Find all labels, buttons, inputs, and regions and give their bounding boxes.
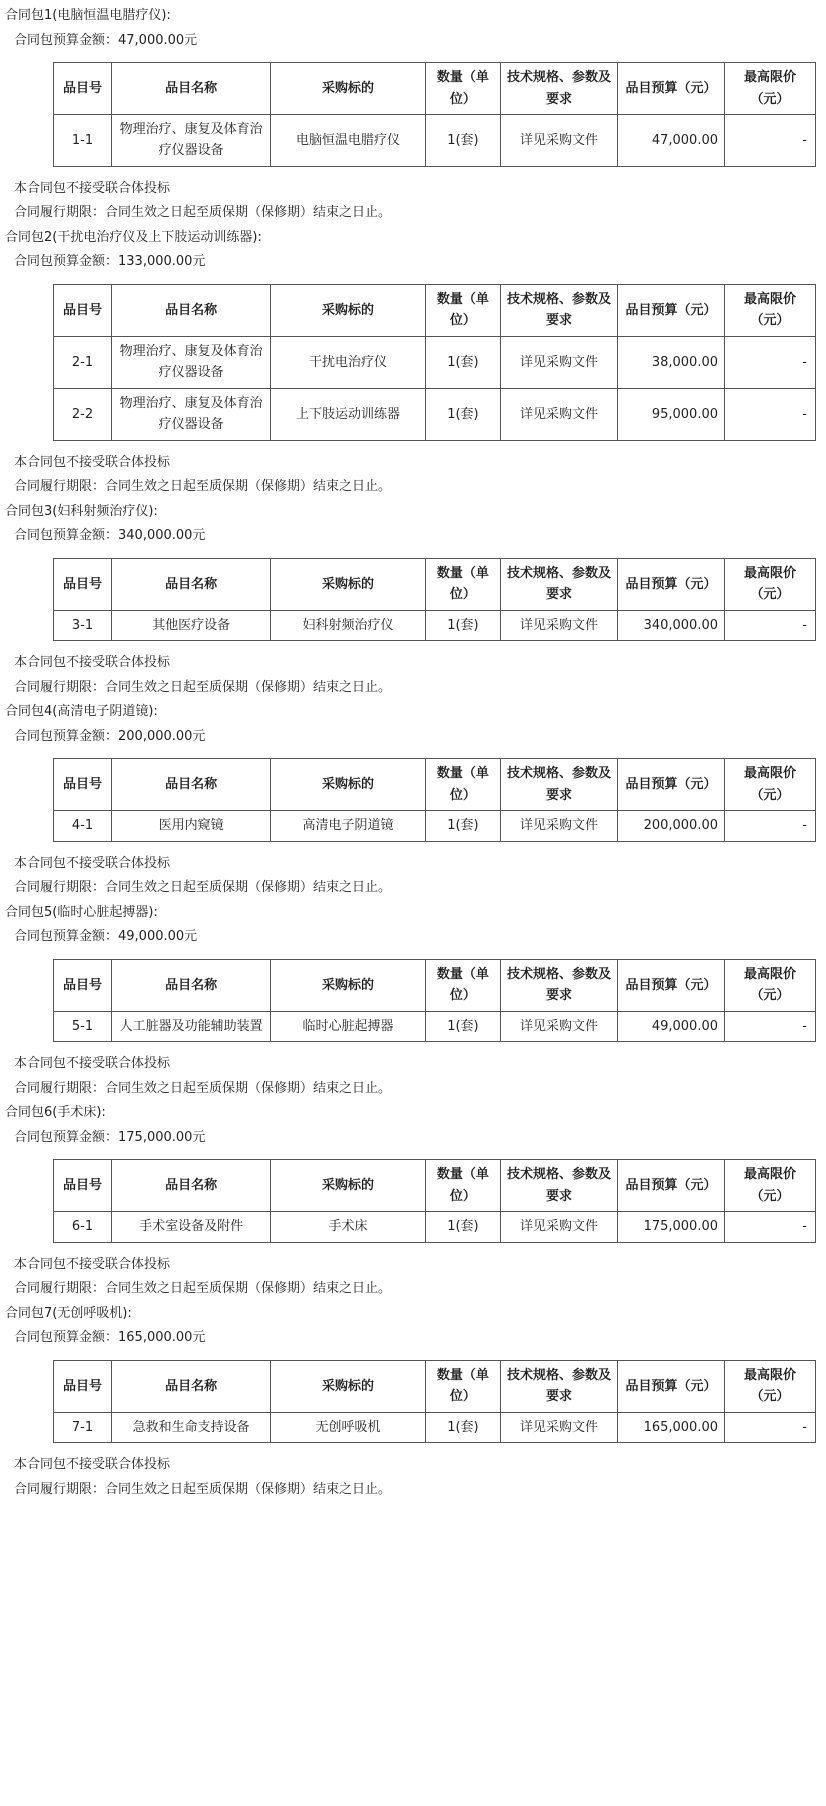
table-row	[54, 1412, 816, 1442]
cell-budget: 95,000.00	[618, 388, 725, 440]
cell-item-no: 4-1	[54, 811, 112, 841]
header-budget: 品目预算（元）	[618, 1360, 725, 1412]
header-budget: 品目预算（元）	[618, 959, 725, 1011]
table-row	[54, 114, 816, 166]
cell-max-price: -	[725, 1011, 816, 1041]
header-spec: 技术规格、参数及要求	[500, 63, 617, 115]
joint-bid-note: 本合同包不接受联合体投标	[14, 655, 171, 671]
header-procurement-target: 采购标的	[271, 558, 426, 610]
cell-item-name: 物理治疗、康复及体育治疗仪器设备	[112, 114, 271, 166]
cell-budget: 165,000.00	[618, 1412, 725, 1442]
cell-quantity: 1(套)	[425, 1412, 500, 1442]
items-table	[53, 62, 816, 167]
cell-max-price: -	[725, 1212, 816, 1242]
cell-budget: 38,000.00	[618, 336, 725, 388]
package-budget: 合同包预算金额：47,000.00元	[14, 32, 198, 48]
cell-quantity: 1(套)	[425, 336, 500, 388]
table-header-row	[54, 63, 816, 115]
header-spec: 技术规格、参数及要求	[500, 1160, 617, 1212]
package-title: 合同包7(无创呼吸机):	[5, 1305, 132, 1321]
header-budget: 品目预算（元）	[618, 759, 725, 811]
header-max-price: 最高限价（元）	[725, 759, 816, 811]
performance-period-note: 合同履行期限：合同生效之日起至质保期（保修期）结束之日止。	[14, 479, 392, 495]
header-item-no: 品目号	[54, 1160, 112, 1212]
cell-budget: 175,000.00	[618, 1212, 725, 1242]
header-spec: 技术规格、参数及要求	[500, 558, 617, 610]
cell-budget: 49,000.00	[618, 1011, 725, 1041]
header-quantity: 数量（单位）	[425, 558, 500, 610]
cell-item-name: 人工脏器及功能辅助装置	[112, 1011, 271, 1041]
header-spec: 技术规格、参数及要求	[500, 759, 617, 811]
header-item-name: 品目名称	[112, 959, 271, 1011]
table-row	[54, 1212, 816, 1242]
cell-item-no: 7-1	[54, 1412, 112, 1442]
package-title: 合同包1(电脑恒温电腊疗仪):	[5, 8, 171, 23]
joint-bid-note: 本合同包不接受联合体投标	[14, 1256, 171, 1272]
items-table	[53, 1360, 816, 1443]
header-item-name: 品目名称	[112, 63, 271, 115]
cell-max-price: -	[725, 388, 816, 440]
header-item-no: 品目号	[54, 1360, 112, 1412]
header-max-price: 最高限价（元）	[725, 1360, 816, 1412]
header-item-name: 品目名称	[112, 558, 271, 610]
cell-item-name: 手术室设备及附件	[112, 1212, 271, 1242]
header-budget: 品目预算（元）	[618, 1160, 725, 1212]
header-max-price: 最高限价（元）	[725, 558, 816, 610]
cell-procurement-target: 无创呼吸机	[271, 1412, 426, 1442]
cell-budget: 200,000.00	[618, 811, 725, 841]
cell-max-price: -	[725, 610, 816, 640]
contract-package	[0, 904, 826, 1098]
header-item-no: 品目号	[54, 558, 112, 610]
header-max-price: 最高限价（元）	[725, 285, 816, 337]
header-spec: 技术规格、参数及要求	[500, 285, 617, 337]
joint-bid-note: 本合同包不接受联合体投标	[14, 1457, 171, 1473]
header-procurement-target: 采购标的	[271, 63, 426, 115]
header-item-no: 品目号	[54, 959, 112, 1011]
items-table	[53, 758, 816, 841]
items-table	[53, 959, 816, 1042]
package-budget: 合同包预算金额：133,000.00元	[14, 254, 206, 270]
header-quantity: 数量（单位）	[425, 1160, 500, 1212]
table-header-row	[54, 1160, 816, 1212]
cell-item-name: 其他医疗设备	[112, 610, 271, 640]
header-procurement-target: 采购标的	[271, 1360, 426, 1412]
cell-spec: 详见采购文件	[500, 1011, 617, 1041]
contract-package	[0, 229, 826, 496]
header-quantity: 数量（单位）	[425, 1360, 500, 1412]
joint-bid-note: 本合同包不接受联合体投标	[14, 1056, 171, 1072]
header-procurement-target: 采购标的	[271, 1160, 426, 1212]
header-item-name: 品目名称	[112, 1360, 271, 1412]
cell-quantity: 1(套)	[425, 610, 500, 640]
cell-budget: 47,000.00	[618, 114, 725, 166]
joint-bid-note: 本合同包不接受联合体投标	[14, 180, 171, 196]
cell-item-name: 急救和生命支持设备	[112, 1412, 271, 1442]
cell-spec: 详见采购文件	[500, 1212, 617, 1242]
header-procurement-target: 采购标的	[271, 759, 426, 811]
header-spec: 技术规格、参数及要求	[500, 959, 617, 1011]
cell-spec: 详见采购文件	[500, 811, 617, 841]
performance-period-note: 合同履行期限：合同生效之日起至质保期（保修期）结束之日止。	[14, 1281, 392, 1297]
header-spec: 技术规格、参数及要求	[500, 1360, 617, 1412]
header-item-no: 品目号	[54, 63, 112, 115]
header-quantity: 数量（单位）	[425, 959, 500, 1011]
package-budget: 合同包预算金额：340,000.00元	[14, 528, 206, 544]
package-budget: 合同包预算金额：175,000.00元	[14, 1129, 206, 1145]
header-quantity: 数量（单位）	[425, 285, 500, 337]
items-table	[53, 284, 816, 441]
package-budget: 合同包预算金额：165,000.00元	[14, 1330, 206, 1346]
cell-budget: 340,000.00	[618, 610, 725, 640]
cell-item-no: 2-1	[54, 336, 112, 388]
table-header-row	[54, 1360, 816, 1412]
cell-spec: 详见采购文件	[500, 388, 617, 440]
package-budget: 合同包预算金额：200,000.00元	[14, 728, 206, 744]
cell-max-price: -	[725, 1412, 816, 1442]
cell-quantity: 1(套)	[425, 1212, 500, 1242]
table-row	[54, 388, 816, 440]
table-header-row	[54, 759, 816, 811]
contract-package	[0, 503, 826, 697]
cell-spec: 详见采购文件	[500, 1412, 617, 1442]
table-row	[54, 336, 816, 388]
table-row	[54, 1011, 816, 1041]
items-table	[53, 1159, 816, 1242]
cell-procurement-target: 手术床	[271, 1212, 426, 1242]
cell-max-price: -	[725, 336, 816, 388]
table-row	[54, 610, 816, 640]
header-item-name: 品目名称	[112, 759, 271, 811]
header-item-no: 品目号	[54, 285, 112, 337]
cell-item-no: 6-1	[54, 1212, 112, 1242]
cell-item-no: 2-2	[54, 388, 112, 440]
package-title: 合同包2(干扰电治疗仪及上下肢运动训练器):	[5, 229, 262, 245]
cell-procurement-target: 高清电子阴道镜	[271, 811, 426, 841]
items-table	[53, 558, 816, 641]
performance-period-note: 合同履行期限：合同生效之日起至质保期（保修期）结束之日止。	[14, 880, 392, 896]
package-title: 合同包5(临时心脏起搏器):	[5, 904, 158, 920]
cell-item-no: 5-1	[54, 1011, 112, 1041]
header-budget: 品目预算（元）	[618, 558, 725, 610]
performance-period-note: 合同履行期限：合同生效之日起至质保期（保修期）结束之日止。	[14, 679, 392, 695]
package-budget: 合同包预算金额：49,000.00元	[14, 929, 198, 945]
package-title: 合同包6(手术床):	[5, 1105, 106, 1121]
cell-spec: 详见采购文件	[500, 114, 617, 166]
header-quantity: 数量（单位）	[425, 759, 500, 811]
header-item-name: 品目名称	[112, 1160, 271, 1212]
cell-quantity: 1(套)	[425, 1011, 500, 1041]
cell-spec: 详见采购文件	[500, 336, 617, 388]
joint-bid-note: 本合同包不接受联合体投标	[14, 454, 171, 470]
joint-bid-note: 本合同包不接受联合体投标	[14, 855, 171, 871]
header-max-price: 最高限价（元）	[725, 63, 816, 115]
performance-period-note: 合同履行期限：合同生效之日起至质保期（保修期）结束之日止。	[14, 205, 392, 221]
cell-quantity: 1(套)	[425, 811, 500, 841]
header-item-name: 品目名称	[112, 285, 271, 337]
cell-item-name: 物理治疗、康复及体育治疗仪器设备	[112, 336, 271, 388]
performance-period-note: 合同履行期限：合同生效之日起至质保期（保修期）结束之日止。	[14, 1080, 392, 1096]
cell-procurement-target: 上下肢运动训练器	[271, 388, 426, 440]
cell-procurement-target: 电脑恒温电腊疗仪	[271, 114, 426, 166]
cell-item-name: 物理治疗、康复及体育治疗仪器设备	[112, 388, 271, 440]
header-procurement-target: 采购标的	[271, 959, 426, 1011]
cell-item-no: 1-1	[54, 114, 112, 166]
contract-package	[0, 703, 826, 897]
cell-quantity: 1(套)	[425, 388, 500, 440]
contract-package	[0, 7, 826, 222]
header-budget: 品目预算（元）	[618, 285, 725, 337]
package-title: 合同包3(妇科射频治疗仪):	[5, 503, 158, 519]
cell-max-price: -	[725, 811, 816, 841]
header-item-no: 品目号	[54, 759, 112, 811]
cell-spec: 详见采购文件	[500, 610, 617, 640]
header-max-price: 最高限价（元）	[725, 1160, 816, 1212]
header-max-price: 最高限价（元）	[725, 959, 816, 1011]
cell-procurement-target: 干扰电治疗仪	[271, 336, 426, 388]
contract-package	[0, 1104, 826, 1298]
cell-procurement-target: 妇科射频治疗仪	[271, 610, 426, 640]
table-header-row	[54, 285, 816, 337]
table-header-row	[54, 959, 816, 1011]
cell-procurement-target: 临时心脏起搏器	[271, 1011, 426, 1041]
performance-period-note: 合同履行期限：合同生效之日起至质保期（保修期）结束之日止。	[14, 1481, 392, 1497]
cell-item-no: 3-1	[54, 610, 112, 640]
header-procurement-target: 采购标的	[271, 285, 426, 337]
table-header-row	[54, 558, 816, 610]
header-quantity: 数量（单位）	[425, 63, 500, 115]
cell-max-price: -	[725, 114, 816, 166]
contract-package	[0, 1305, 826, 1499]
table-row	[54, 811, 816, 841]
header-budget: 品目预算（元）	[618, 63, 725, 115]
cell-quantity: 1(套)	[425, 114, 500, 166]
cell-item-name: 医用内窥镜	[112, 811, 271, 841]
package-title: 合同包4(高清电子阴道镜):	[5, 704, 158, 720]
